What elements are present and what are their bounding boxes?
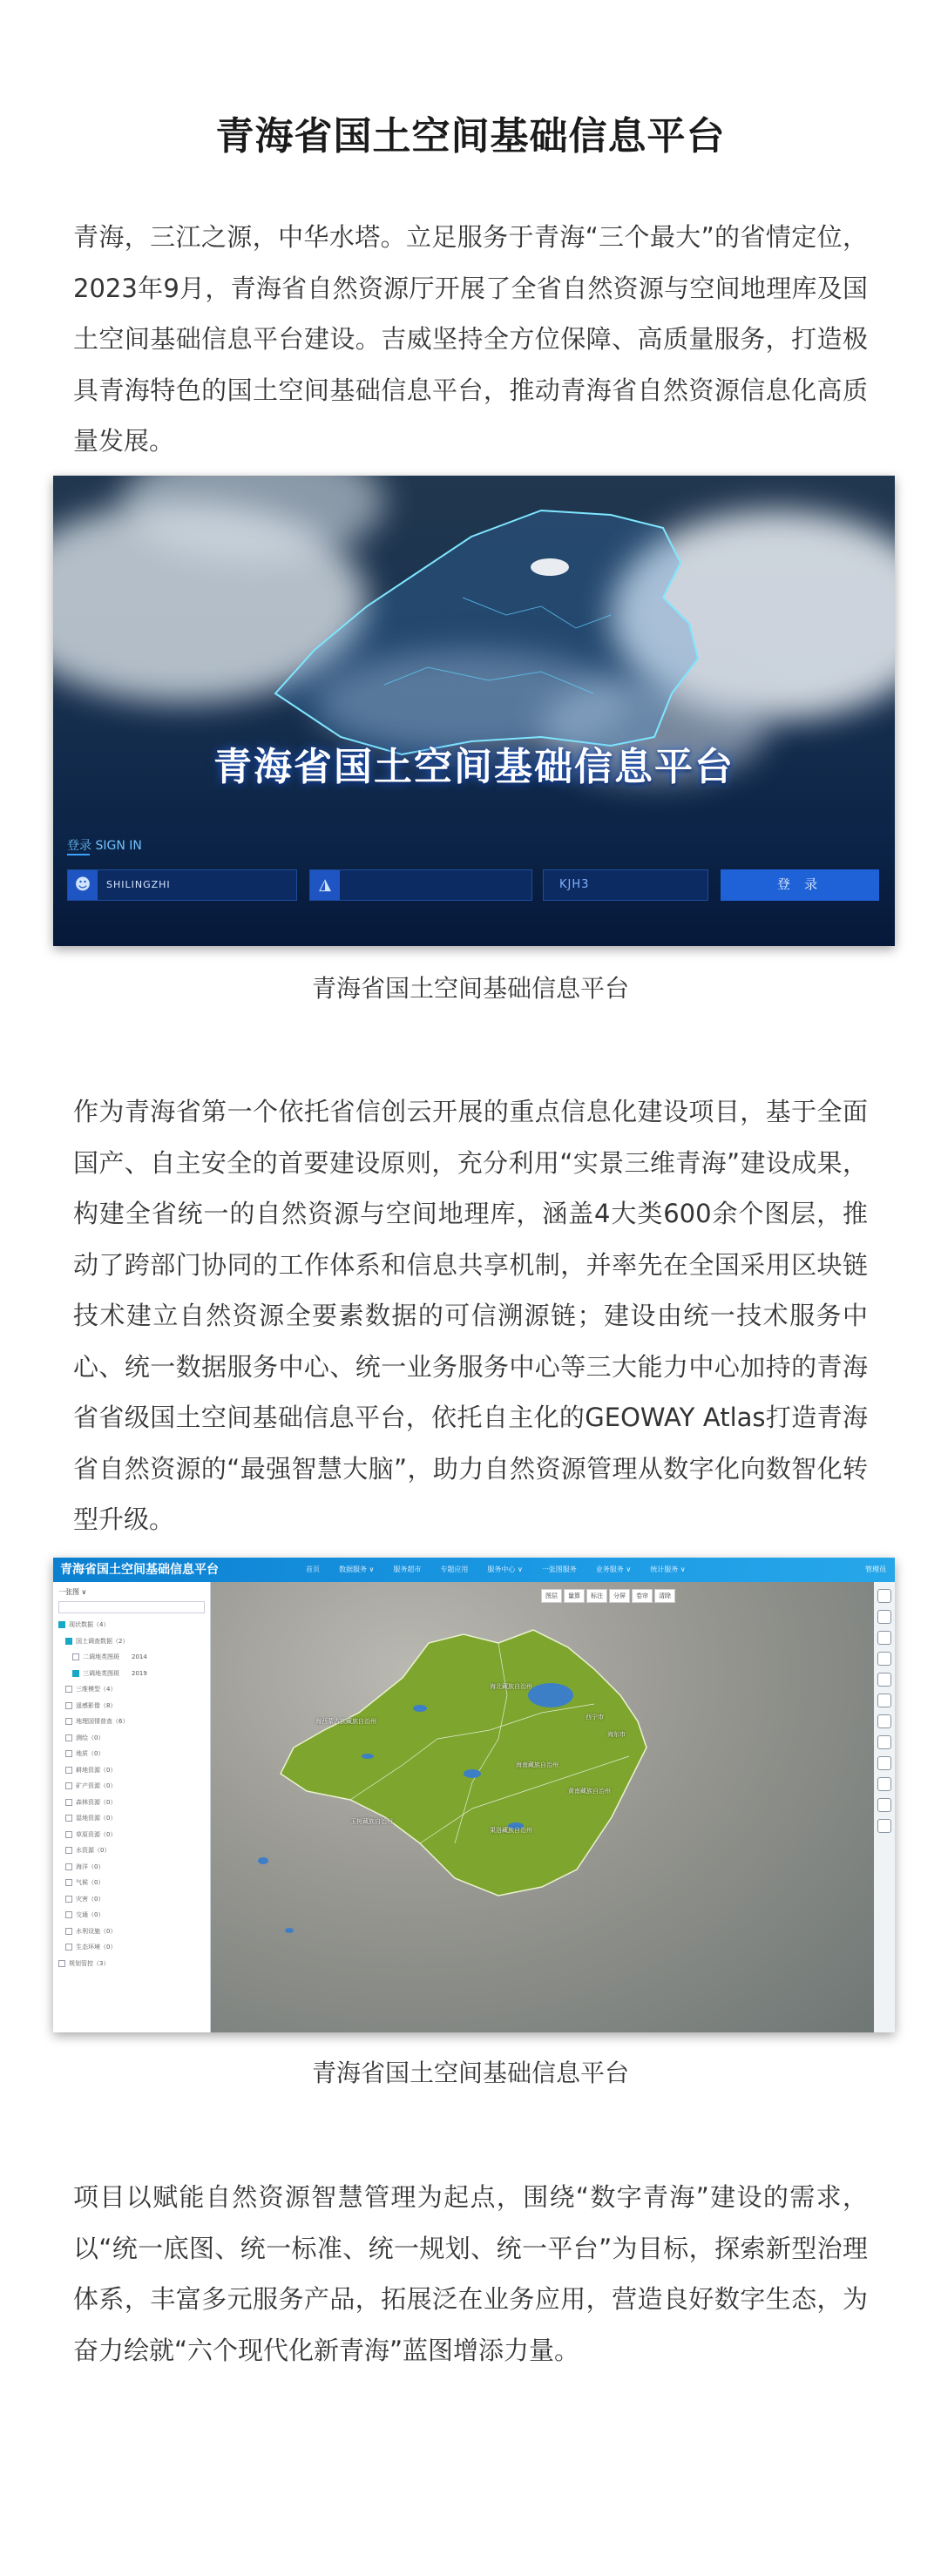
qinghai-map — [211, 1582, 874, 2032]
signin-underline — [67, 854, 90, 855]
layer-checkbox[interactable] — [65, 1896, 72, 1903]
nav-statistics[interactable]: 统计服务 ∨ — [650, 1565, 686, 1573]
layer-tree-item[interactable] — [65, 1685, 116, 1694]
user-menu[interactable]: 管理员 — [865, 1565, 886, 1573]
nav-service-center[interactable]: 服务中心 ∨ — [487, 1565, 523, 1573]
password-field[interactable] — [309, 869, 532, 901]
nav-home[interactable]: 首页 — [306, 1565, 320, 1573]
layer-tree-item[interactable] — [65, 1749, 104, 1758]
platform-nav — [306, 1558, 705, 1582]
nav-topic-apps[interactable]: 专题应用 — [440, 1565, 469, 1573]
map-label-haixi: 海西蒙古族藏族自治州 — [315, 1718, 376, 1725]
layer-label: 草原资源（0） — [76, 1830, 117, 1838]
map-label-hainan: 海南藏族自治州 — [516, 1761, 559, 1768]
layer-tree-item[interactable] — [72, 1653, 147, 1661]
layer-tree-item[interactable] — [65, 1910, 104, 1919]
rail-tool-icon[interactable] — [877, 1652, 891, 1666]
layer-label: 三维模型（4） — [76, 1686, 117, 1693]
layer-label: 灾害（0） — [76, 1895, 105, 1903]
layer-tree-item[interactable] — [65, 1798, 116, 1807]
layer-checkbox[interactable] — [65, 1879, 72, 1886]
rail-tool-icon[interactable] — [877, 1735, 891, 1749]
layer-checkbox[interactable] — [65, 1799, 72, 1806]
username-field[interactable] — [67, 869, 297, 901]
captcha-field[interactable] — [543, 869, 708, 901]
layer-label: 湿地资源（0） — [76, 1815, 117, 1822]
layer-tree-item[interactable] — [65, 1863, 104, 1871]
layer-checkbox[interactable] — [65, 1702, 72, 1709]
layer-checkbox[interactable] — [65, 1734, 72, 1741]
layer-tree-item[interactable] — [65, 1782, 116, 1790]
layer-tree-item[interactable] — [65, 1637, 128, 1646]
layer-checkbox[interactable] — [65, 1750, 72, 1757]
layer-tree-item[interactable] — [65, 1830, 116, 1839]
qinghai-lake — [528, 1683, 573, 1707]
layer-tree-item[interactable] — [65, 1895, 104, 1903]
platform-screenshot — [53, 1558, 895, 2032]
layer-tree-item[interactable] — [65, 1717, 128, 1726]
nav-business-service[interactable]: 业务服务 ∨ — [595, 1565, 632, 1573]
layer-checkbox[interactable] — [65, 1638, 72, 1645]
province-land — [281, 1630, 647, 1896]
username-value: SHILINGZHI — [106, 879, 171, 890]
layer-checkbox[interactable] — [58, 1621, 65, 1628]
layer-checkbox[interactable] — [72, 1653, 79, 1660]
layer-tree-item[interactable] — [65, 1734, 104, 1742]
lock-icon: ◮ — [310, 870, 340, 900]
layer-checkbox[interactable] — [65, 1831, 72, 1838]
captcha-value: KJH3 — [559, 878, 590, 891]
layer-checkbox[interactable] — [72, 1670, 79, 1677]
layer-checkbox[interactable] — [65, 1686, 72, 1693]
rail-tool-icon[interactable] — [877, 1777, 891, 1791]
layer-label: 现状数据（4） — [69, 1621, 110, 1628]
login-button[interactable]: 登 录 — [721, 869, 879, 901]
tool-clear[interactable]: 清除 — [654, 1589, 675, 1603]
layer-tree-item[interactable] — [65, 1943, 116, 1951]
layer-checkbox[interactable] — [65, 1718, 72, 1725]
tool-swipe[interactable]: 卷帘 — [632, 1589, 653, 1603]
layer-checkbox[interactable] — [65, 1847, 72, 1854]
map-label-yushu: 玉树藏族自治州 — [350, 1818, 393, 1825]
layer-tree-item[interactable] — [65, 1766, 116, 1775]
layer-checkbox[interactable] — [65, 1911, 72, 1918]
caption-platform: 青海省国土空间基础信息平台 — [311, 2059, 629, 2087]
rail-tool-icon[interactable] — [877, 1756, 891, 1770]
layer-label: 交通（0） — [76, 1911, 105, 1918]
layer-select[interactable]: 一张图 ∨ — [58, 1588, 87, 1596]
rail-tool-icon[interactable] — [877, 1819, 891, 1833]
layer-checkbox[interactable] — [65, 1944, 72, 1951]
layer-label: 测绘（0） — [76, 1734, 105, 1741]
rail-tool-icon[interactable] — [877, 1673, 891, 1687]
layer-label: 森林资源（0） — [76, 1798, 117, 1806]
layer-label: 生态环境（0） — [76, 1944, 117, 1951]
login-banner-title: 青海省国土空间基础信息平台 — [213, 745, 735, 789]
map-label-haidong: 海东市 — [607, 1731, 626, 1738]
layer-label: 水资源（0） — [76, 1847, 111, 1854]
login-screenshot — [53, 476, 895, 946]
map-view[interactable] — [211, 1582, 874, 2032]
layer-tree-item[interactable] — [65, 1814, 116, 1822]
layer-label: 二调地类图斑 2014 — [83, 1653, 147, 1660]
layer-tree-item[interactable] — [65, 1927, 116, 1936]
layer-label: 海洋（0） — [76, 1863, 105, 1870]
layer-tree-item[interactable] — [58, 1959, 109, 1968]
tool-measure[interactable]: 量算 — [564, 1589, 585, 1603]
layer-label: 国土调查数据（2） — [76, 1637, 129, 1645]
layer-label: 地质（0） — [76, 1750, 105, 1757]
signin-label: 登录 SIGN IN — [67, 839, 142, 853]
tool-mark[interactable]: 标注 — [586, 1589, 607, 1603]
project-paragraph: 作为青海省第一个依托省信创云开展的重点信息化建设项目，基于全面国产、自主安全的首要建设原则，充分利用“实景三维青海”建设成果，构建全省统一的自然资源与空间地理库，涵盖4大类600余个图层，推动了跨部门协同的工作体系和信息共享机制，并率先在全国采用区块链技术建立自然资源全要素数据的可信溯源链；建设由统一技术服务中心、统一数据服务中心、统一业务服务中心等三大能力中心加持的青海省省级国土空间基础信息平台，依托自主化的GEOWAY Atlas打造青海省自然资源的“最强智慧大脑”，助力自然资源管理从数字化向数智化转型升级。 — [73, 1097, 868, 1534]
layer-tree-item[interactable] — [58, 1620, 109, 1629]
layer-checkbox[interactable] — [65, 1815, 72, 1822]
platform-topbar — [53, 1558, 895, 1582]
rail-tool-icon[interactable] — [877, 1798, 891, 1812]
map-label-haibei: 海北藏族自治州 — [490, 1683, 532, 1690]
rail-tool-icon[interactable] — [877, 1631, 891, 1645]
nav-data-service[interactable]: 数据服务 ∨ — [339, 1565, 375, 1573]
rail-tool-icon[interactable] — [877, 1610, 891, 1624]
user-icon: ☻ — [68, 870, 98, 900]
layer-checkbox[interactable] — [65, 1767, 72, 1774]
layer-checkbox[interactable] — [65, 1863, 72, 1870]
tool-split[interactable]: 分屏 — [609, 1589, 630, 1603]
layer-panel — [53, 1582, 211, 2032]
layer-search-input[interactable] — [58, 1601, 205, 1613]
platform-app-title: 青海省国土空间基础信息平台 — [60, 1563, 219, 1577]
layer-checkbox[interactable] — [65, 1782, 72, 1789]
layer-label: 水利设施（0） — [76, 1927, 117, 1935]
layer-tree-item[interactable] — [65, 1846, 110, 1855]
caption-login: 青海省国土空间基础信息平台 — [311, 974, 629, 1003]
map-label-huangnan: 黄南藏族自治州 — [568, 1788, 611, 1795]
layer-checkbox[interactable] — [65, 1928, 72, 1935]
right-tool-rail — [874, 1582, 895, 2032]
nav-service-market[interactable]: 服务超市 — [393, 1565, 422, 1573]
tool-layers[interactable]: 图层 — [541, 1589, 562, 1603]
intro-paragraph: 青海，三江之源，中华水塔。立足服务于青海“三个最大”的省情定位，2023年9月，青海省自然资源厅开展了全省自然资源与空间地理库及国土空间基础信息平台建设。吉威坚持全方位保障、高质量服务，打造极具青海特色的国土空间基础信息平台，推动青海省自然资源信息化高质量发展。 — [73, 222, 868, 456]
goal-paragraph: 项目以赋能自然资源智慧管理为起点，围绕“数字青海”建设的需求，以“统一底图、统一标准、统一规划、统一平台”为目标，探索新型治理体系，丰富多元服务产品，拓展泛在业务应用，营造良好数字生态，为奋力绘就“六个现代化新青海”蓝图增添力量。 — [73, 2182, 868, 2365]
layer-label: 规划管控（3） — [69, 1959, 110, 1967]
layer-label: 三调地类图斑 2019 — [83, 1669, 147, 1677]
rail-tool-icon[interactable] — [877, 1714, 891, 1728]
layer-tree-item[interactable] — [72, 1669, 147, 1678]
map-label-guoluo: 果洛藏族自治州 — [490, 1827, 532, 1834]
layer-tree-item[interactable] — [65, 1701, 116, 1710]
map-label-xining: 西宁市 — [586, 1714, 604, 1721]
layer-label: 遥感影像（8） — [76, 1701, 117, 1709]
layer-label: 地理国情普查（6） — [76, 1718, 129, 1725]
layer-tree-item[interactable] — [65, 1878, 104, 1887]
layer-label: 耕地资源（0） — [76, 1766, 117, 1774]
page-title: 青海省国土空间基础信息平台 — [215, 114, 726, 159]
rail-tool-icon[interactable] — [877, 1589, 891, 1603]
rail-tool-icon[interactable] — [877, 1694, 891, 1707]
layer-label: 矿产资源（0） — [76, 1782, 117, 1789]
map-toolbar — [541, 1589, 677, 1603]
layer-label: 气候（0） — [76, 1879, 105, 1886]
nav-one-map[interactable]: 一张图服务 — [541, 1565, 577, 1573]
layer-checkbox[interactable] — [58, 1960, 65, 1967]
